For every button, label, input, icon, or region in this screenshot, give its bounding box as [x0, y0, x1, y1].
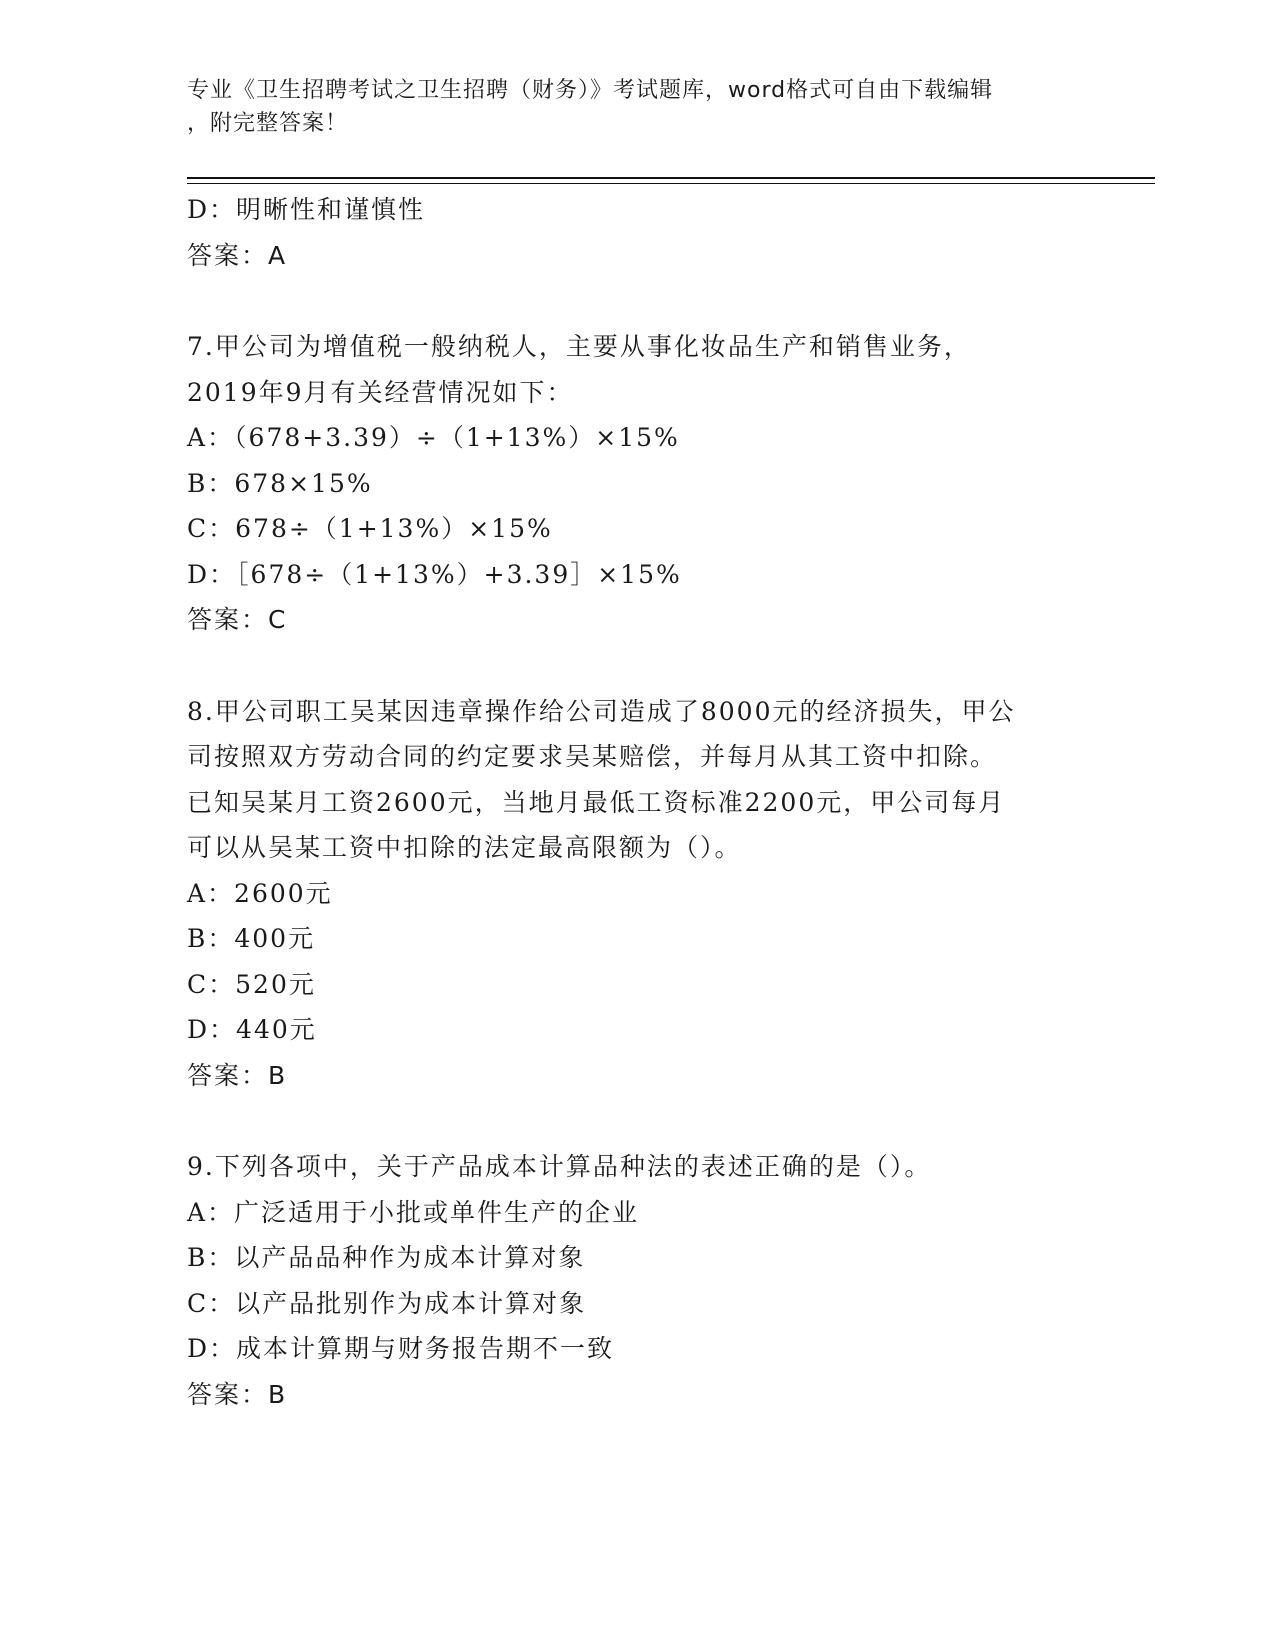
- previous-question-tail: [187, 187, 1087, 278]
- question-7: [187, 324, 1087, 643]
- answer-line: 答案：C: [187, 605, 288, 634]
- question-stem-line: 已知吴某月工资2600元，当地月最低工资标准2200元，甲公司每月: [187, 787, 1006, 817]
- option-d: D：440元: [187, 1015, 317, 1044]
- answer-line: 答案：B: [187, 1379, 288, 1409]
- option-b: B：以产品品种作为成本计算对象: [187, 1243, 586, 1272]
- option-a: A：2600元: [187, 878, 333, 908]
- option-d: D：明晰性和谨慎性: [187, 195, 426, 224]
- option-c: C：以产品批别作为成本计算对象: [187, 1288, 587, 1318]
- question-stem-line: 可以从吴某工资中扣除的法定最高限额为（）。: [187, 833, 742, 862]
- option-d: D：成本计算期与财务报告期不一致: [187, 1334, 615, 1363]
- question-9: [187, 1144, 1087, 1417]
- option-c: C：678÷（1+13%）×15%: [187, 514, 553, 543]
- header-divider-thin: [187, 183, 1155, 184]
- header-line-2: ，附完整答案！: [187, 111, 349, 136]
- answer-line: 答案：B: [187, 1060, 288, 1090]
- option-c: C：520元: [187, 969, 316, 999]
- question-stem-line: 司按照双方劳动合同的约定要求吴某赔偿，并每月从其工资中扣除。: [187, 742, 998, 771]
- question-stem-line: 7.甲公司为增值税一般纳税人，主要从事化妆品生产和销售业务，: [187, 332, 971, 361]
- option-a: A：广泛适用于小批或单件生产的企业: [187, 1197, 640, 1227]
- question-stem-line: 9.下列各项中，关于产品成本计算品种法的表述正确的是（）。: [187, 1152, 932, 1181]
- option-a: A：（678+3.39）÷（1+13%）×15%: [187, 423, 680, 452]
- option-b: B：678×15%: [187, 468, 373, 498]
- header-line-1: 专业《卫生招聘考试之卫生招聘（财务）》考试题库，word格式可自由下载编辑: [187, 78, 994, 103]
- header-divider-thick: [187, 177, 1155, 179]
- option-d: D：［678÷（1+13%）+3.39］×15%: [187, 559, 682, 589]
- answer-line: 答案：A: [187, 240, 288, 270]
- page-header: [187, 74, 1067, 140]
- question-8: [187, 689, 1087, 1099]
- question-stem-line: 8.甲公司职工吴某因违章操作给公司造成了8000元的经济损失，甲公: [187, 696, 1016, 726]
- question-list: [187, 187, 1087, 1417]
- question-stem-line: 2019年9月有关经营情况如下：: [187, 377, 574, 407]
- option-b: B：400元: [187, 924, 316, 953]
